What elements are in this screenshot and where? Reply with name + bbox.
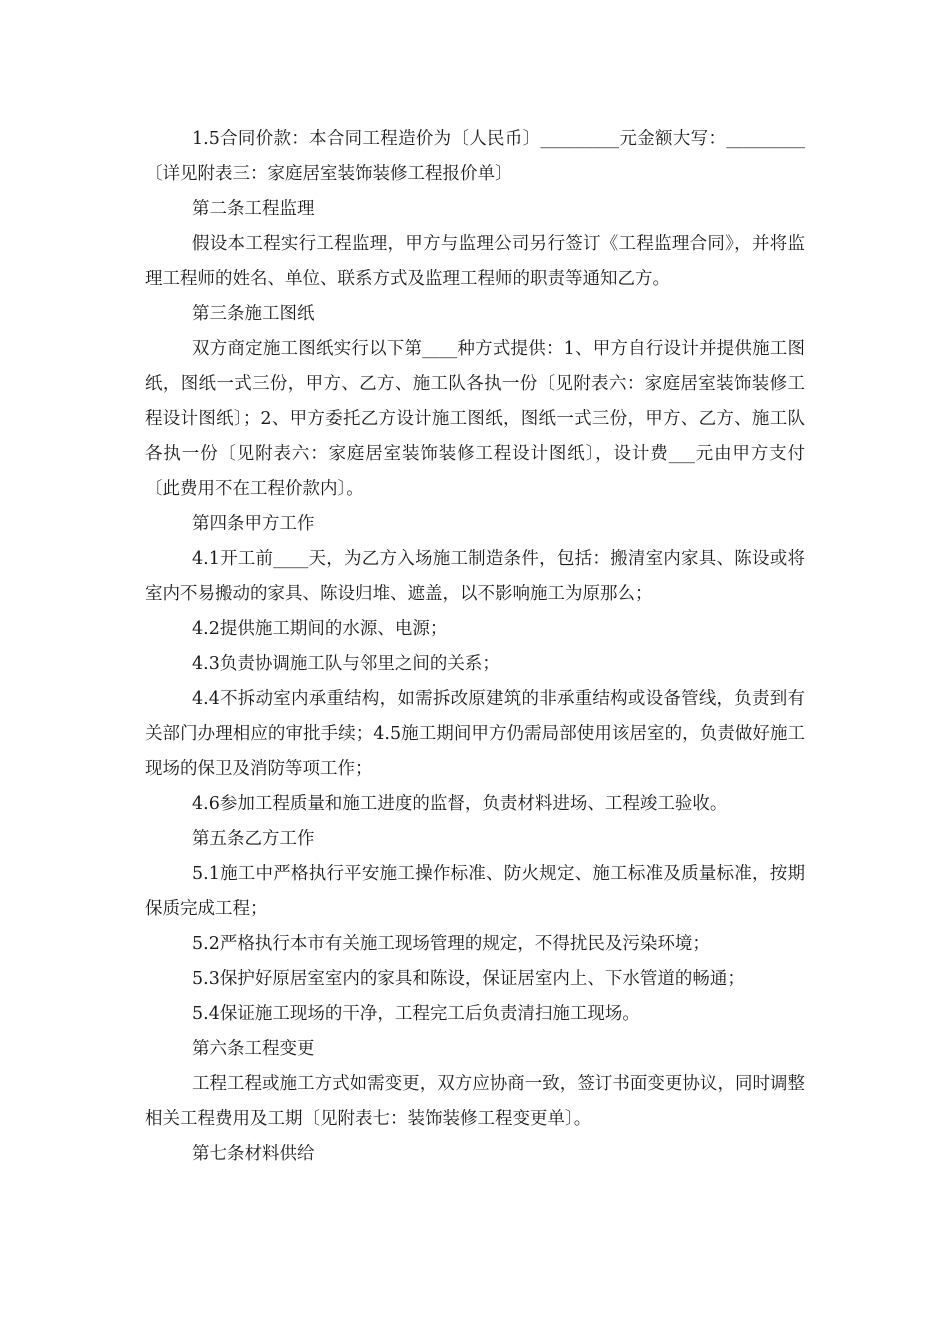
article-7-heading: 第七条材料供给 xyxy=(192,1144,315,1164)
clause-5-4: 5.4保证施工现场的干净，工程完工后负责清扫施工现场。 xyxy=(192,1004,640,1024)
clause-5-2: 5.2严格执行本市有关施工现场管理的规定，不得扰民及污染环境； xyxy=(192,934,710,954)
clause-4-2: 4.2提供施工期间的水源、电源； xyxy=(192,619,448,639)
article-5-heading: 第五条乙方工作 xyxy=(192,829,315,849)
clause-4-6: 4.6参加工程质量和施工进度的监督，负责材料进场、工程竣工验收。 xyxy=(192,794,728,814)
clause-5-1: 5.1施工中严格执行平安施工操作标准、防火规定、施工标准及质量标准，按期保质完成工程； xyxy=(145,864,805,919)
article-2-heading: 第二条工程监理 xyxy=(192,199,315,219)
article-2-body: 假设本工程实行工程监理，甲方与监理公司另行签订《工程监理合同》，并将监理工程师的姓名、单位、联系方式及监理工程师的职责等通知乙方。 xyxy=(145,234,805,289)
article-6-body: 工程工程或施工方式如需变更，双方应协商一致，签订书面变更协议，同时调整相关工程费用及工期〔见附表七：装饰装修工程变更单〕。 xyxy=(145,1074,805,1129)
clause-4-3: 4.3负责协调施工队与邻里之间的关系； xyxy=(192,654,500,674)
clause-1-5: 1.5合同价款：本合同工程造价为〔人民币〕_________元金额大写：_________〔详见附表三：家庭居室装饰装修工程报价单〕 xyxy=(145,129,805,184)
article-3-heading: 第三条施工图纸 xyxy=(192,304,315,324)
article-6-heading: 第六条工程变更 xyxy=(192,1039,315,1059)
clause-5-3: 5.3保护好原居室室内的家具和陈设，保证居室内上、下水管道的畅通； xyxy=(192,969,745,989)
contract-body xyxy=(145,122,805,1172)
article-3-body: 双方商定施工图纸实行以下第____种方式提供：1、甲方自行设计并提供施工图纸，图纸一式三份，甲方、乙方、施工队各执一份〔见附表六：家庭居室装饰装修工程设计图纸〕；2、甲方委托乙方设计施工图纸，图纸一式三份，甲方、乙方、施工队各执一份〔见附表六：家庭居室装饰装修工程设计图纸〕，设计费___元由甲方支付〔此费用不在工程价款内〕。 xyxy=(145,339,805,499)
clause-4-4: 4.4不拆动室内承重结构，如需拆改原建筑的非承重结构或设备管线，负责到有关部门办理相应的审批手续；4.5施工期间甲方仍需局部使用该居室的，负责做好施工现场的保卫及消防等项工作； xyxy=(145,689,805,779)
clause-4-1: 4.1开工前____天，为乙方入场施工制造条件，包括：搬清室内家具、陈设或将室内不易搬动的家具、陈设归堆、遮盖，以不影响施工为原那么； xyxy=(145,549,805,604)
article-4-heading: 第四条甲方工作 xyxy=(192,514,315,534)
